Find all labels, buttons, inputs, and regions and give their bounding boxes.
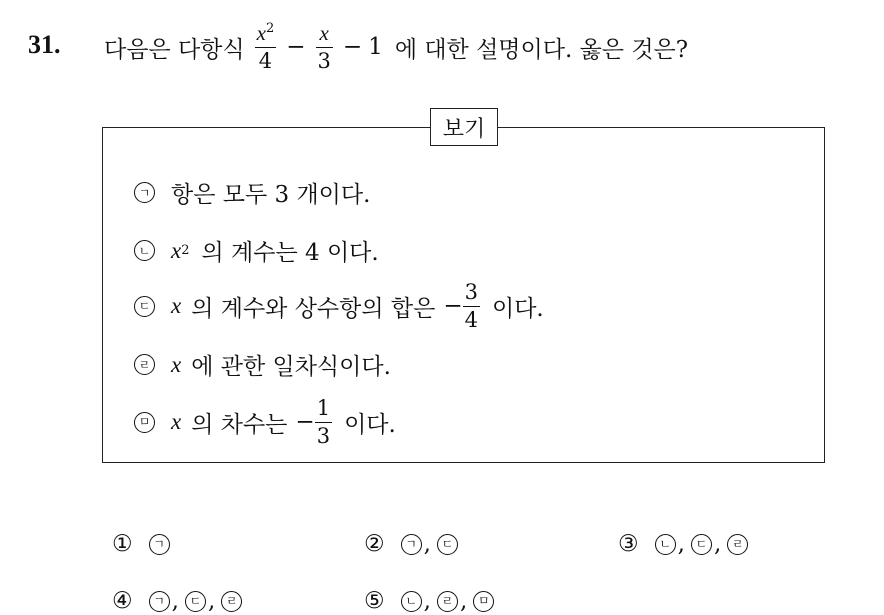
statement-exp: 2 bbox=[181, 243, 190, 258]
choice-4[interactable]: ④ ㄱ , ㄷ , ㄹ bbox=[112, 588, 244, 614]
circled-mark: ㄹ bbox=[134, 354, 155, 375]
circled-mark: ㄷ bbox=[691, 534, 712, 555]
statement-var: x bbox=[171, 351, 182, 377]
circled-mark: ㄴ bbox=[134, 240, 155, 261]
stem-suffix: 에 대한 설명이다. 옳은 것은? bbox=[394, 36, 689, 63]
statement-2 bbox=[134, 234, 379, 267]
minus-sign-2: − bbox=[342, 34, 363, 60]
statement-5 bbox=[134, 392, 396, 452]
circled-mark: ㄱ bbox=[401, 534, 422, 555]
statement-text: 의 계수와 상수항의 합은 bbox=[191, 295, 436, 322]
fraction-x2-over-4 bbox=[255, 22, 277, 72]
fraction-3-over-4 bbox=[463, 279, 480, 332]
choice-2[interactable]: ② ㄱ , ㄷ bbox=[364, 531, 460, 557]
statement-text: 항은 모두 3 개이다. bbox=[171, 182, 371, 208]
circled-mark: ㄴ bbox=[401, 591, 422, 612]
statement-3 bbox=[134, 276, 544, 336]
choice-number: ② bbox=[364, 531, 385, 557]
minus-sign-1: − bbox=[286, 34, 306, 60]
circled-mark: ㄴ bbox=[655, 534, 676, 555]
frac-num: 1 bbox=[316, 395, 331, 420]
fraction-1-over-3 bbox=[315, 395, 332, 448]
circled-mark: ㄹ bbox=[437, 591, 458, 612]
choice-number: ③ bbox=[618, 531, 639, 557]
choice-5[interactable]: ⑤ ㄴ , ㄹ , ㅁ bbox=[364, 588, 496, 614]
choice-number: ⑤ bbox=[364, 588, 385, 614]
circled-mark: ㅁ bbox=[473, 591, 494, 612]
neg-sign: − bbox=[295, 409, 315, 435]
statement-1 bbox=[134, 176, 370, 209]
circled-mark: ㄹ bbox=[221, 591, 242, 612]
question-stem bbox=[104, 14, 688, 80]
statement-var: x bbox=[171, 237, 182, 263]
statement-var: x bbox=[171, 409, 182, 434]
choice-number: ④ bbox=[112, 588, 133, 614]
term1-var: x bbox=[256, 21, 266, 45]
question-number: 31. bbox=[28, 30, 61, 59]
bogi-title: 보기 bbox=[430, 108, 498, 146]
term2-num: x bbox=[319, 20, 329, 45]
choice-3[interactable]: ③ ㄴ , ㄷ , ㄹ bbox=[618, 531, 750, 557]
statement-end: 이다. bbox=[492, 295, 544, 322]
term2-den: 3 bbox=[317, 48, 331, 73]
circled-mark: ㅁ bbox=[134, 412, 155, 433]
fraction-x-over-3 bbox=[316, 20, 333, 73]
circled-mark: ㄱ bbox=[149, 591, 170, 612]
circled-mark: ㄷ bbox=[185, 591, 206, 612]
circled-mark: ㄱ bbox=[134, 182, 155, 203]
frac-den: 4 bbox=[464, 307, 478, 332]
statement-var: x bbox=[171, 293, 182, 318]
term1-den: 4 bbox=[258, 49, 273, 73]
circled-mark: ㄷ bbox=[134, 296, 155, 317]
frac-num: 3 bbox=[464, 279, 478, 304]
statement-end: 이다. bbox=[344, 411, 396, 438]
circled-mark: ㄱ bbox=[149, 534, 170, 555]
choice-number: ① bbox=[112, 531, 133, 557]
statement-4 bbox=[134, 348, 391, 381]
term1-exp: 2 bbox=[265, 21, 275, 36]
circled-mark: ㄹ bbox=[727, 534, 748, 555]
statement-text: 의 차수는 bbox=[191, 411, 288, 438]
frac-den: 3 bbox=[316, 423, 331, 448]
stem-prefix: 다음은 다항식 bbox=[104, 36, 245, 63]
neg-sign: − bbox=[443, 293, 463, 319]
statement-text: 의 계수는 4 이다. bbox=[201, 240, 379, 266]
circled-mark: ㄷ bbox=[437, 534, 458, 555]
choice-1[interactable] bbox=[112, 531, 172, 557]
statement-text: 에 관한 일차식이다. bbox=[191, 354, 391, 380]
constant-term: 1 bbox=[368, 34, 383, 60]
